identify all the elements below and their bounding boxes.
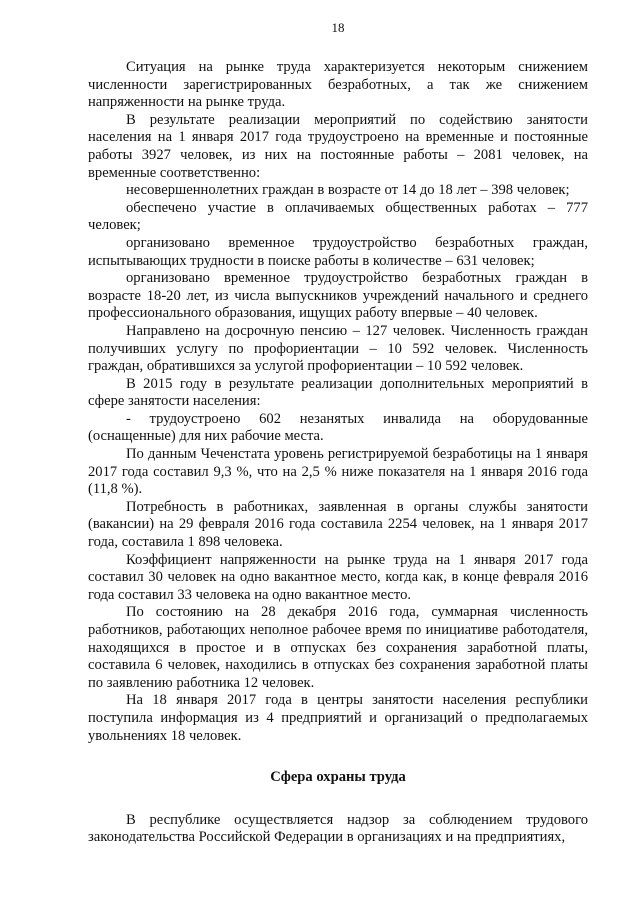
paragraph: - трудоустроено 602 незанятых инвалида на оборудованные (оснащенные) для них рабочие места. xyxy=(88,410,588,445)
paragraph: По данным Чеченстата уровень регистрируемой безработицы на 1 января 2017 года составил 9,3 %, что на 2,5 % ниже показателя на 1 января 2016 года (11,8 %). xyxy=(88,446,588,498)
paragraph: организовано временное трудоустройство безработных граждан в возрасте 18-20 лет, из числа выпускников учреждений начального и среднего профессионального образования, ищущих работу впервые – 40 человек. xyxy=(88,270,588,322)
paragraph: обеспечено участие в оплачиваемых общественных работах – 777 человек; xyxy=(88,199,588,234)
paragraph: Ситуация на рынке труда характеризуется некоторым снижением численности зарегистрированных безработных, а так же снижением напряженности на рынке труда. xyxy=(88,59,588,111)
paragraph: На 18 января 2017 года в центры занятости населения республики поступила информация из 4 предприятий и организаций о предполагаемых увольнениях 18 человек. xyxy=(88,692,588,744)
employment-section xyxy=(88,59,588,745)
paragraph: Коэффициент напряженности на рынке труда на 1 января 2017 года составил 30 человек на одно вакантное место, когда как, в конце февраля 2016 года составил 33 человека на одно вакантное место. xyxy=(88,551,588,603)
paragraph: В 2015 году в результате реализации дополнительных мероприятий в сфере занятости населения: xyxy=(88,375,588,410)
paragraph: По состоянию на 28 декабря 2016 года, суммарная численность работников, работающих неполное рабочее время по инициативе работодателя, находящихся в простое и в отпусках без сохранения заработной платы, составила 6 человек, находились в отпусках без сохранения заработной платы по заявлению работника 12 человек. xyxy=(88,604,588,691)
labor-protection-section xyxy=(88,812,588,847)
paragraph: Потребность в работниках, заявленная в органы службы занятости (вакансии) на 29 февраля 2016 года составила 2254 человек, на 1 января 2017 года, составила 1 898 человека. xyxy=(88,498,588,551)
page-number: 18 xyxy=(331,20,345,35)
section-heading: Сфера охраны труда xyxy=(270,769,406,786)
paragraph: Направлено на досрочную пенсию – 127 человек. Численность граждан получивших услугу по профориентации – 10 592 человек. Численность граждан, обратившихся за услугой профориентации – 10 592 человек. xyxy=(88,322,588,375)
paragraph: В результате реализации мероприятий по содействию занятости населения на 1 января 2017 года трудоустроено на временные и постоянные работы 3927 человек, из них на постоянные работы – 2081 человек, на временные соответственно: xyxy=(88,111,588,181)
paragraph: организовано временное трудоустройство безработных граждан, испытывающих трудности в поиске работы в количестве – 631 человек; xyxy=(88,234,588,269)
paragraph: В республике осуществляется надзор за соблюдением трудового законодательства Российской Федерации в организациях и на предприятиях, xyxy=(88,811,588,846)
paragraph: несовершеннолетних граждан в возрасте от 14 до 18 лет – 398 человек; xyxy=(126,182,570,199)
